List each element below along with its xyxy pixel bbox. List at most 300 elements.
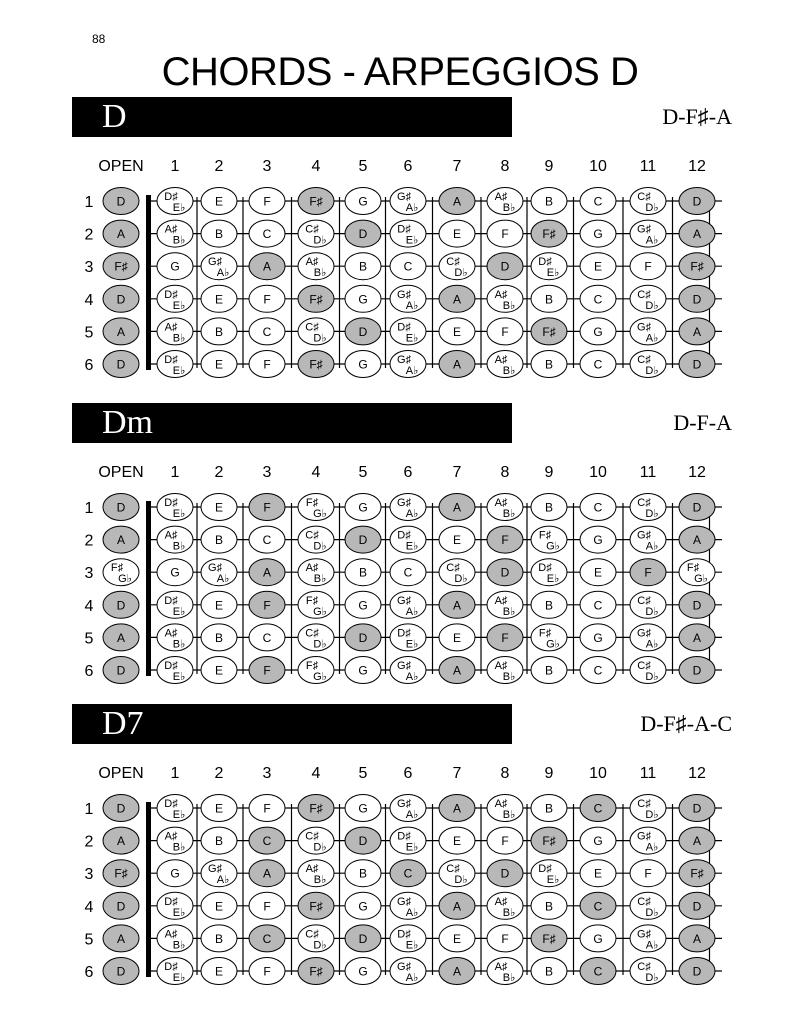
string-label: 2 <box>84 226 94 244</box>
note-marker <box>531 591 567 618</box>
note-label: E <box>452 324 462 339</box>
note-label: D♯ <box>397 529 411 542</box>
note-label: F♯ <box>305 660 319 672</box>
note-marker <box>157 624 193 651</box>
note-label: G <box>593 227 603 242</box>
fret-label: 12 <box>688 765 706 782</box>
note-marker <box>439 892 475 919</box>
fret-label: 6 <box>403 765 413 782</box>
note-marker <box>249 827 285 854</box>
note-label: C♯ <box>637 660 651 672</box>
note-label: A♭ <box>405 202 419 214</box>
note-label: A♭ <box>405 605 419 618</box>
fret-label: 12 <box>688 464 706 481</box>
note-label: B♭ <box>172 234 186 247</box>
note-label: F♯ <box>114 866 128 881</box>
note-marker <box>531 860 567 887</box>
note-label: C <box>262 630 272 645</box>
note-label: A <box>452 194 462 209</box>
note-label: A <box>692 630 702 645</box>
note-label: D <box>116 292 126 307</box>
note-marker <box>630 827 666 854</box>
note-label: D♯ <box>397 830 411 843</box>
note-label: B♭ <box>502 508 516 520</box>
note-label: A♭ <box>645 939 659 952</box>
fret-label: OPEN <box>98 158 144 175</box>
note-marker <box>580 188 616 215</box>
note-label: F♯ <box>309 292 323 307</box>
note-label: D♯ <box>164 497 178 509</box>
note-label: C <box>593 357 603 372</box>
note-label: E <box>214 964 224 979</box>
note-label: D♭ <box>645 972 659 984</box>
note-marker <box>487 925 523 952</box>
fret-label: 1 <box>170 765 180 782</box>
note-label: A♯ <box>164 830 178 843</box>
note-marker <box>249 526 285 553</box>
note-label: B♭ <box>172 841 186 854</box>
note-label: D♭ <box>454 874 468 887</box>
note-label: G♯ <box>207 256 223 269</box>
note-label: D♯ <box>164 354 178 366</box>
note-marker <box>679 958 715 985</box>
note-marker <box>157 657 193 684</box>
note-label: G <box>593 931 603 946</box>
note-marker <box>439 526 475 553</box>
note-marker <box>630 958 666 985</box>
note-label: D <box>116 663 126 678</box>
note-label: A♭ <box>405 972 419 984</box>
note-label: D♭ <box>454 267 468 280</box>
fretboard-d <box>0 97 800 397</box>
string-label: 3 <box>84 565 94 583</box>
note-label: G♭ <box>313 605 327 618</box>
note-marker <box>103 559 139 586</box>
note-marker <box>345 188 381 215</box>
fret-label: 3 <box>262 158 272 175</box>
note-label: C♯ <box>637 895 651 908</box>
note-marker <box>103 925 139 952</box>
note-marker <box>103 657 139 684</box>
note-label: G♭ <box>313 671 327 683</box>
fret-label: 5 <box>358 464 368 481</box>
note-marker <box>201 220 237 247</box>
note-label: C <box>593 899 603 914</box>
note-marker <box>487 892 523 919</box>
note-label: C <box>262 834 272 849</box>
note-marker <box>201 591 237 618</box>
fret-label: 8 <box>500 765 510 782</box>
note-label: F♯ <box>542 931 556 946</box>
note-label: E♭ <box>405 638 419 651</box>
note-label: F♯ <box>309 899 323 914</box>
note-marker <box>345 925 381 952</box>
note-marker <box>201 958 237 985</box>
note-label: A <box>452 598 462 613</box>
fret-label: 7 <box>452 158 462 175</box>
note-marker <box>487 958 523 985</box>
note-label: F <box>263 500 271 515</box>
fret-label: 12 <box>688 158 706 175</box>
note-marker <box>630 559 666 586</box>
note-label: B <box>544 292 554 307</box>
note-label: D♯ <box>397 627 411 640</box>
note-label: B♭ <box>502 809 516 821</box>
note-marker <box>580 559 616 586</box>
note-marker <box>487 253 523 280</box>
note-label: G <box>593 324 603 339</box>
note-marker <box>439 958 475 985</box>
note-label: A♭ <box>405 906 419 919</box>
string-label: 2 <box>84 833 94 851</box>
note-label: C♯ <box>446 256 460 269</box>
note-label: A♭ <box>405 671 419 683</box>
note-marker <box>157 892 193 919</box>
note-marker <box>390 925 426 952</box>
note-marker <box>298 860 334 887</box>
note-marker <box>439 860 475 887</box>
note-marker <box>630 591 666 618</box>
note-marker <box>345 860 381 887</box>
note-marker <box>439 925 475 952</box>
note-label: C♯ <box>446 562 460 575</box>
note-marker <box>249 253 285 280</box>
note-marker <box>630 253 666 280</box>
note-label: D <box>692 964 702 979</box>
note-marker <box>201 795 237 822</box>
note-label: A <box>116 630 126 645</box>
note-marker <box>201 351 237 378</box>
note-marker <box>157 591 193 618</box>
note-label: E♭ <box>172 671 186 683</box>
note-label: D♯ <box>164 895 178 908</box>
note-label: G♯ <box>636 627 652 640</box>
note-label: G♯ <box>396 288 412 301</box>
note-label: D♯ <box>164 191 178 203</box>
note-label: B♭ <box>502 605 516 618</box>
note-marker <box>630 925 666 952</box>
note-label: B <box>214 834 224 849</box>
note-label: E♭ <box>405 939 419 952</box>
string-label: 1 <box>84 194 94 211</box>
note-marker <box>157 285 193 312</box>
note-label: D <box>500 259 510 274</box>
note-label: C♯ <box>305 928 319 941</box>
note-label: G♯ <box>636 223 652 236</box>
note-marker <box>630 188 666 215</box>
note-marker <box>298 253 334 280</box>
note-label: D♭ <box>313 841 327 854</box>
note-label: G♯ <box>636 830 652 843</box>
note-label: C <box>593 598 603 613</box>
note-label: F <box>263 292 271 307</box>
note-label: F♯ <box>542 227 556 242</box>
note-label: C♯ <box>305 223 319 236</box>
note-label: E <box>452 931 462 946</box>
string-label: 5 <box>84 324 94 342</box>
chord-name: D <box>102 98 127 135</box>
note-label: C♯ <box>446 863 460 876</box>
note-marker <box>531 892 567 919</box>
note-label: F <box>263 194 271 209</box>
note-label: E <box>214 194 224 209</box>
note-marker <box>345 657 381 684</box>
fretboard-d7 <box>0 704 800 1004</box>
fret-label: 4 <box>311 158 321 175</box>
note-label: C <box>593 663 603 678</box>
note-label: D <box>692 500 702 515</box>
note-marker <box>298 795 334 822</box>
note-marker <box>630 892 666 919</box>
note-label: D <box>692 663 702 678</box>
note-marker <box>580 925 616 952</box>
note-marker <box>345 285 381 312</box>
note-marker <box>103 351 139 378</box>
note-label: C <box>403 866 413 881</box>
note-label: G <box>358 292 368 307</box>
note-marker <box>249 958 285 985</box>
note-marker <box>580 827 616 854</box>
note-label: D♭ <box>645 365 659 377</box>
note-label: F♯ <box>690 259 704 274</box>
note-label: E♭ <box>405 540 419 553</box>
chord-section-dm <box>0 403 800 703</box>
string-label: 6 <box>84 663 94 680</box>
note-marker <box>390 624 426 651</box>
fret-label: 8 <box>500 158 510 175</box>
note-label: F♯ <box>538 529 552 542</box>
fret-label: 3 <box>262 765 272 782</box>
note-label: G <box>358 899 368 914</box>
string-label: 4 <box>84 597 94 615</box>
note-label: D♯ <box>164 961 178 973</box>
note-marker <box>679 925 715 952</box>
fret-label: 9 <box>544 464 554 481</box>
note-marker <box>679 860 715 887</box>
note-label: D <box>358 834 368 849</box>
note-marker <box>103 318 139 345</box>
note-marker <box>487 318 523 345</box>
note-marker <box>390 591 426 618</box>
note-label: E <box>452 834 462 849</box>
note-marker <box>157 220 193 247</box>
note-label: A <box>692 227 702 242</box>
note-label: F♯ <box>542 834 556 849</box>
note-marker <box>580 351 616 378</box>
note-marker <box>679 827 715 854</box>
note-marker <box>103 892 139 919</box>
note-label: A♯ <box>494 895 508 908</box>
note-label: B <box>358 259 368 274</box>
note-label: D♯ <box>397 223 411 236</box>
note-label: E♭ <box>546 573 560 586</box>
note-marker <box>298 351 334 378</box>
note-label: G♯ <box>396 895 412 908</box>
note-label: G♭ <box>694 573 708 586</box>
note-label: F♯ <box>305 497 319 509</box>
fret-label: 2 <box>214 464 224 481</box>
note-label: A <box>692 324 702 339</box>
note-label: F <box>501 227 509 242</box>
string-label: 6 <box>84 357 94 374</box>
note-label: E <box>214 663 224 678</box>
note-marker <box>679 526 715 553</box>
note-label: D <box>116 598 126 613</box>
note-label: A <box>452 899 462 914</box>
note-label: E <box>214 801 224 816</box>
note-marker <box>201 827 237 854</box>
fret-label: 2 <box>214 158 224 175</box>
note-label: D♭ <box>313 638 327 651</box>
note-label: B♭ <box>502 202 516 214</box>
note-label: A♯ <box>305 562 319 575</box>
fret-label: OPEN <box>98 464 144 481</box>
note-marker <box>580 795 616 822</box>
note-marker <box>345 795 381 822</box>
note-label: D <box>692 598 702 613</box>
note-label: A♯ <box>494 191 508 203</box>
note-marker <box>580 958 616 985</box>
note-label: A <box>452 292 462 307</box>
note-label: C♯ <box>637 191 651 203</box>
note-label: E♭ <box>172 299 186 312</box>
note-marker <box>201 624 237 651</box>
note-marker <box>390 351 426 378</box>
note-label: E <box>214 598 224 613</box>
note-marker <box>201 559 237 586</box>
note-label: D <box>692 292 702 307</box>
note-marker <box>157 494 193 521</box>
note-label: G♯ <box>396 798 412 810</box>
note-marker <box>390 494 426 521</box>
note-label: A♭ <box>216 573 230 586</box>
note-label: A♭ <box>645 540 659 553</box>
fret-label: 3 <box>262 464 272 481</box>
fret-label: 4 <box>311 464 321 481</box>
note-marker <box>531 925 567 952</box>
note-label: F <box>263 663 271 678</box>
note-label: D♭ <box>645 299 659 312</box>
note-label: D♭ <box>645 605 659 618</box>
note-label: D♯ <box>164 660 178 672</box>
note-marker <box>531 526 567 553</box>
note-marker <box>157 559 193 586</box>
note-marker <box>679 188 715 215</box>
note-marker <box>630 494 666 521</box>
note-label: C♯ <box>305 321 319 334</box>
note-marker <box>390 220 426 247</box>
note-label: D♭ <box>313 540 327 553</box>
note-label: B <box>544 899 554 914</box>
note-marker <box>201 318 237 345</box>
note-marker <box>345 892 381 919</box>
note-marker <box>249 559 285 586</box>
note-label: A <box>692 533 702 548</box>
note-label: E <box>452 630 462 645</box>
note-marker <box>390 318 426 345</box>
note-label: G <box>358 357 368 372</box>
note-label: B <box>544 801 554 816</box>
note-label: D♯ <box>397 928 411 941</box>
note-marker <box>345 494 381 521</box>
note-marker <box>298 526 334 553</box>
note-label: B <box>544 964 554 979</box>
note-label: D♭ <box>313 234 327 247</box>
note-marker <box>390 526 426 553</box>
note-label: G♯ <box>396 191 412 203</box>
note-marker <box>249 188 285 215</box>
note-label: F♯ <box>690 866 704 881</box>
note-marker <box>531 795 567 822</box>
note-label: F <box>644 866 652 881</box>
note-marker <box>249 892 285 919</box>
note-label: E♭ <box>172 508 186 520</box>
note-marker <box>630 624 666 651</box>
note-label: G♭ <box>118 573 132 586</box>
note-marker <box>298 892 334 919</box>
note-label: G <box>170 259 180 274</box>
note-marker <box>531 958 567 985</box>
note-marker <box>298 958 334 985</box>
chord-notes: D-F♯-A <box>512 97 732 137</box>
note-marker <box>679 318 715 345</box>
note-marker <box>201 285 237 312</box>
fret-label: 11 <box>639 158 657 175</box>
note-marker <box>531 220 567 247</box>
note-label: G <box>170 565 180 580</box>
note-marker <box>439 253 475 280</box>
note-label: D♭ <box>313 939 327 952</box>
string-label: 6 <box>84 964 94 981</box>
note-label: E♭ <box>405 841 419 854</box>
note-marker <box>679 494 715 521</box>
nut <box>146 802 151 977</box>
note-marker <box>103 220 139 247</box>
note-label: D♯ <box>538 863 552 876</box>
note-marker <box>201 657 237 684</box>
note-label: E <box>214 292 224 307</box>
note-marker <box>531 285 567 312</box>
note-label: A♯ <box>494 354 508 366</box>
note-marker <box>103 526 139 553</box>
note-marker <box>487 624 523 651</box>
note-label: D <box>116 500 126 515</box>
note-marker <box>201 526 237 553</box>
note-label: C <box>262 931 272 946</box>
note-label: D♭ <box>645 671 659 683</box>
note-label: F♯ <box>542 324 556 339</box>
note-label: A <box>452 663 462 678</box>
note-label: A♯ <box>494 961 508 973</box>
note-label: A <box>262 565 272 580</box>
note-marker <box>201 188 237 215</box>
note-label: F <box>501 931 509 946</box>
note-marker <box>630 318 666 345</box>
note-label: E <box>214 899 224 914</box>
note-marker <box>201 494 237 521</box>
fret-label: 1 <box>170 158 180 175</box>
note-label: A <box>452 801 462 816</box>
note-marker <box>487 351 523 378</box>
note-label: B <box>358 866 368 881</box>
note-marker <box>630 220 666 247</box>
note-label: E♭ <box>172 605 186 618</box>
note-label: F <box>263 357 271 372</box>
note-label: B♭ <box>313 874 327 887</box>
note-label: F♯ <box>305 594 319 607</box>
note-label: B♭ <box>313 573 327 586</box>
note-marker <box>531 827 567 854</box>
